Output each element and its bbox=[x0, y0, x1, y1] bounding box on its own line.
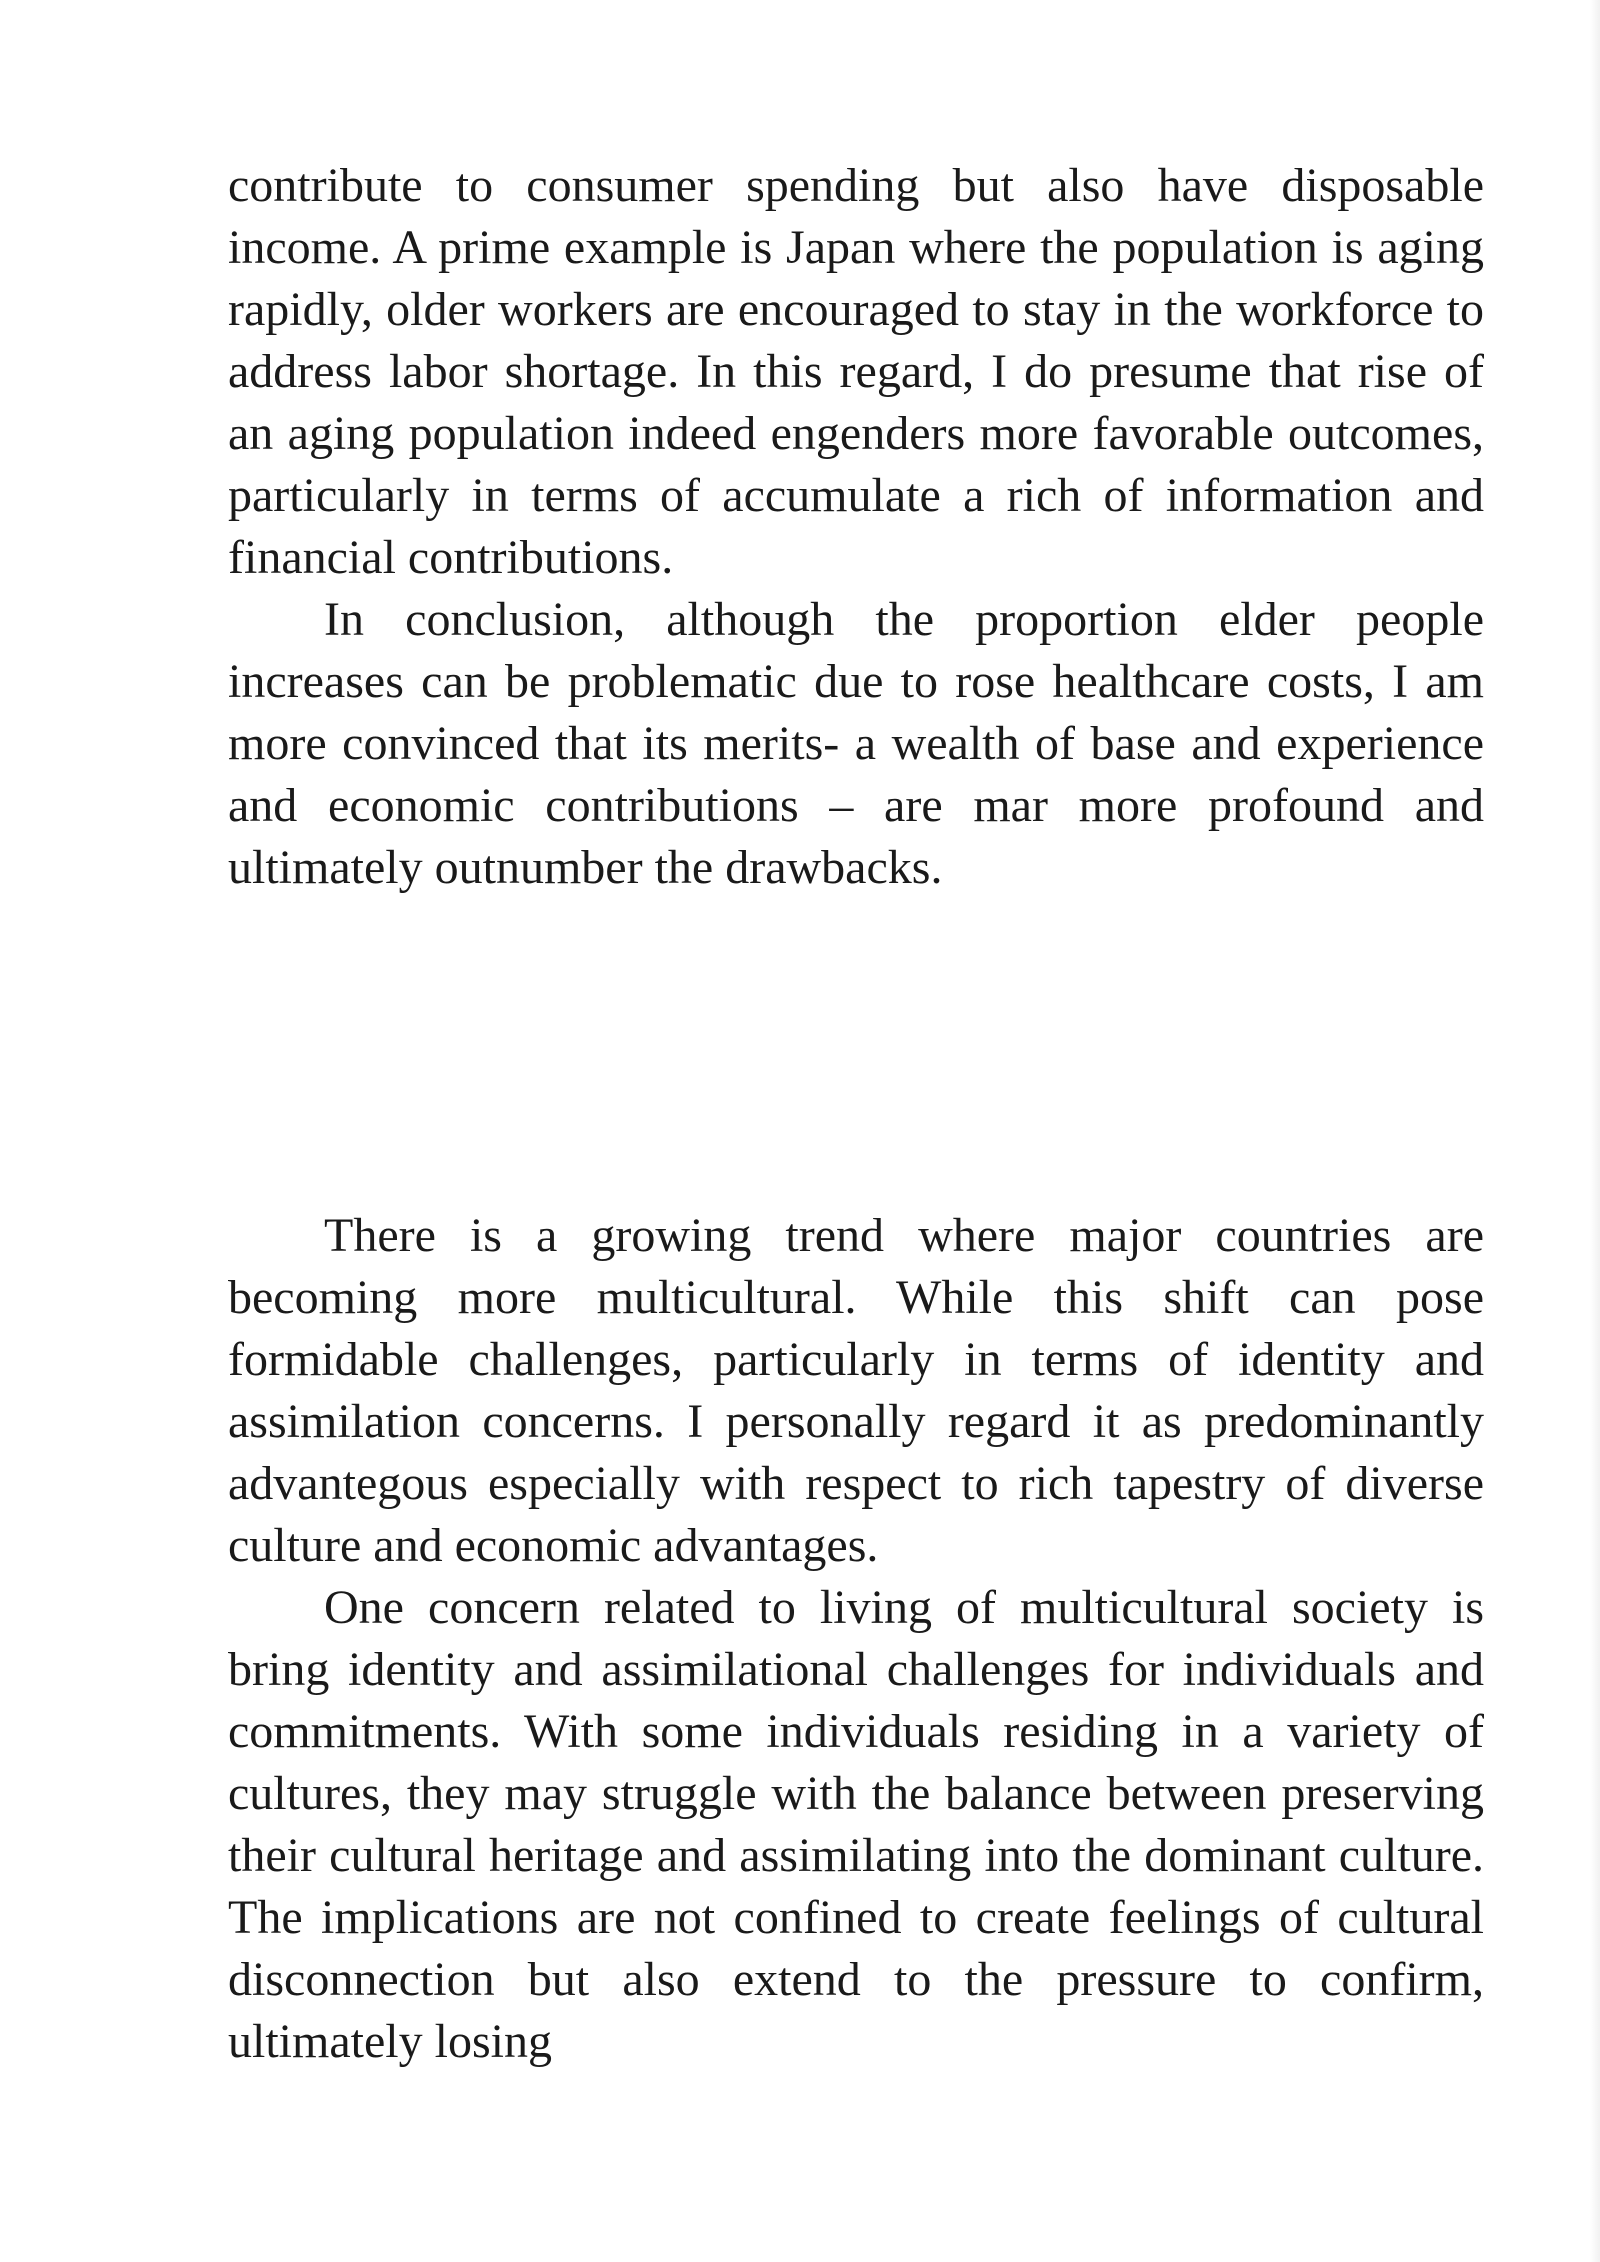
paragraph-body-identity: One concern related to living of multicultural society is bring identity and assimilational challenges for individuals and commitments. With some individuals residing in a variety of cultures, they may struggle with the balance between preserving their cultural heritage and assimilating into the dominant culture. The implications are not confined to create feelings of cultural disconnection but also extend to the pressure to confirm, ultimately losing bbox=[228, 1581, 1484, 2068]
paragraph-introduction: There is a growing trend where major countries are becoming more multicultural. While this shift can pose formidable challenges, particularly in terms of identity and assimilation concerns. I personally regard it as predominantly advantegous especially with respect to rich tapestry of diverse culture and economic advantages. bbox=[228, 1209, 1484, 1572]
essay-section-aging-population bbox=[228, 155, 1484, 899]
page-edge-shadow bbox=[1590, 0, 1600, 2262]
essay-section-multiculturalism bbox=[228, 1205, 1484, 2073]
paragraph-conclusion: In conclusion, although the proportion elder people increases can be problematic due to rose healthcare costs, I am more convinced that its merits- a wealth of base and experience and economic contributions – are mar more profound and ultimately outnumber the drawbacks. bbox=[228, 593, 1484, 894]
paragraph-continuation: contribute to consumer spending but also have disposable income. A prime example is Japan where the population is aging rapidly, older workers are encouraged to stay in the workforce to address labor shortage. In this regard, I do presume that rise of an aging population indeed engenders more favorable outcomes, particularly in terms of accumulate a rich of information and financial contributions. bbox=[228, 159, 1484, 584]
